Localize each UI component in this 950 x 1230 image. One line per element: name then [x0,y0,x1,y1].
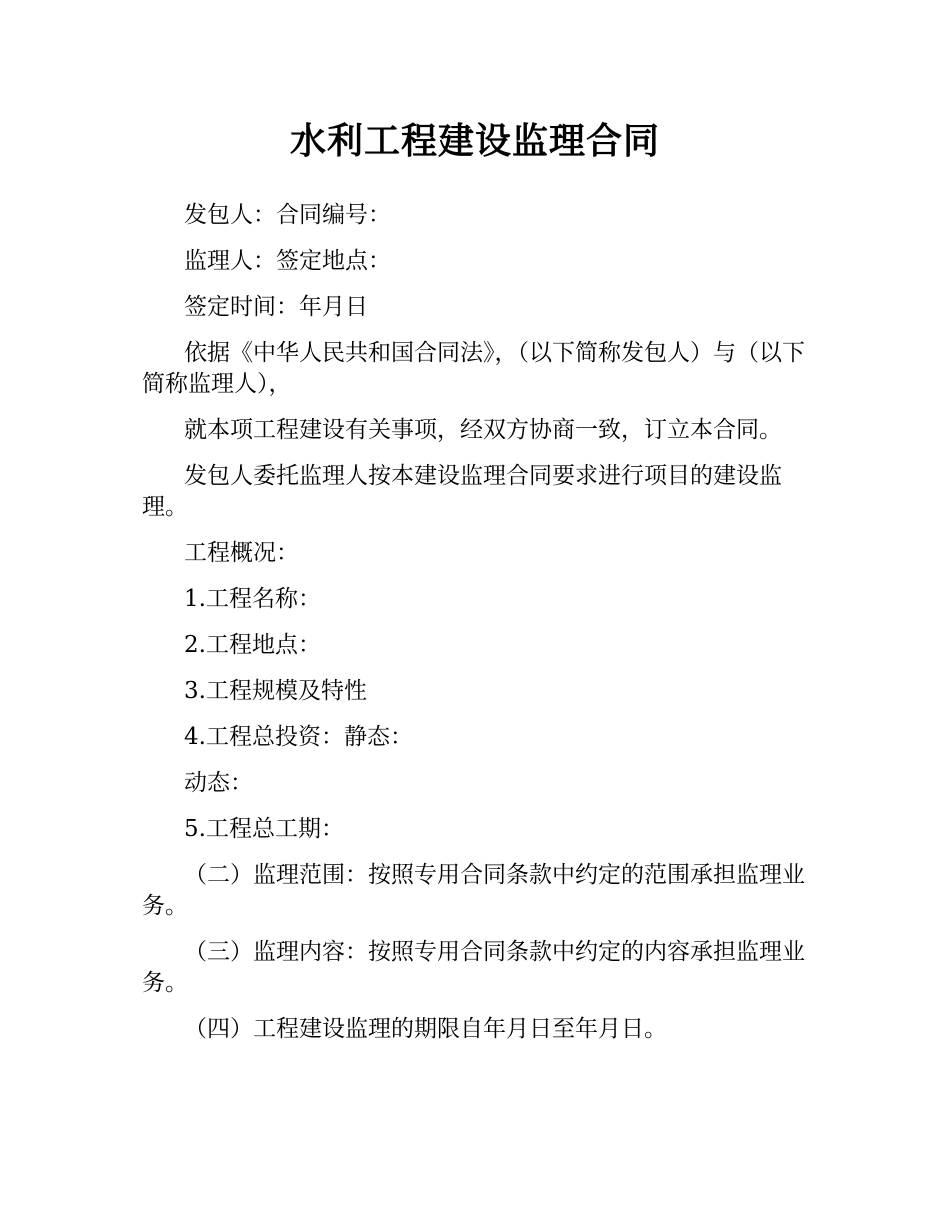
paragraph-contractor-info: 发包人：合同编号： [184,202,391,228]
paragraph-project-overview: 工程概况： [184,540,299,566]
list-item-dynamic-investment: 动态： [184,770,253,796]
list-item-total-investment: 4.工程总投资：静态： [184,724,413,750]
document-body [142,200,812,1060]
list-item-project-scale: 3.工程规模及特性 [184,678,367,704]
paragraph-supervision-content: （三）监理内容：按照专用合同条款中约定的内容承担监理业务。 [142,939,805,996]
paragraph-supervisor-info: 监理人：签定地点： [184,248,391,274]
paragraph-agreement: 就本项工程建设有关事项，经双方协商一致，订立本合同。 [184,417,782,443]
list-item-project-name: 1.工程名称： [184,586,321,612]
list-item-total-duration: 5.工程总工期： [184,816,344,842]
paragraph-signing-date: 签定时间：年月日 [184,294,368,320]
document-title: 水利工程建设监理合同 [289,121,660,162]
paragraph-legal-basis: 依据《中华人民共和国合同法》，（以下简称发包人）与（以下简称监理人）， [142,340,805,397]
paragraph-supervision-scope: （二）监理范围：按照专用合同条款中约定的范围承担监理业务。 [142,862,805,919]
paragraph-commission: 发包人委托监理人按本建设监理合同要求进行项目的建设监理。 [142,463,782,520]
list-item-project-location: 2.工程地点： [184,632,321,658]
paragraph-supervision-period: （四）工程建设监理的期限自年月日至年月日。 [184,1016,667,1042]
